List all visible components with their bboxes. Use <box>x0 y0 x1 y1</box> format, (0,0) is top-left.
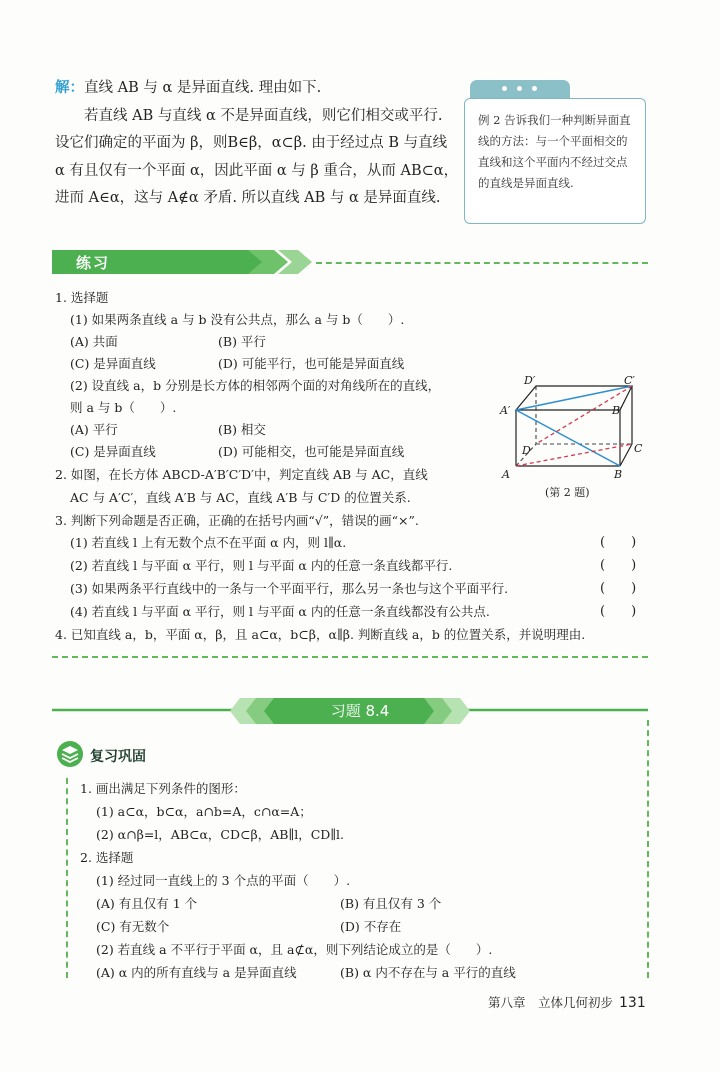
solution-line1: 直线 AB 与 α 是异面直线. 理由如下. <box>84 80 322 96</box>
exercise-q3-2: (2) 若直线 l 与平面 α 平行，则 l 与平面 α 内的任意一条直线都平行. <box>70 558 453 573</box>
exercise-section-title: 练习 <box>76 254 111 272</box>
label-C: C <box>634 442 643 455</box>
homework-q1-1: (1) a⊂α，b⊂α，a∩b=A，c∩α=A； <box>96 804 312 819</box>
exercise-q2-cont: AC 与 A′C′，直线 A′B 与 AC，直线 A′B 与 C′D 的位置关系. <box>70 490 411 505</box>
homework-q2: 2. 选择题 <box>80 850 134 865</box>
note-dot-icon <box>532 86 537 91</box>
label-D1: D′ <box>524 374 536 387</box>
homework-section-title: 习题 8.4 <box>330 702 390 720</box>
label-D: D <box>522 444 531 457</box>
note-dot-icon <box>502 86 507 91</box>
label-B: B <box>614 468 623 481</box>
note-dot-icon <box>517 86 522 91</box>
page-number: 131 <box>619 995 646 1011</box>
exercise-q1-2-d: (D) 可能相交，也可能是异面直线 <box>218 444 405 459</box>
solution-label: 解： <box>55 79 84 96</box>
answer-paren: ( ) <box>600 581 637 596</box>
exercise-q1-1-a: (A) 共面 <box>70 334 118 349</box>
homework-q2-1-d: (D) 不存在 <box>340 919 402 934</box>
exercise-q1-2-cont: 则 a 与 b（ ）. <box>70 400 177 415</box>
exercise-q3-3: (3) 如果两条平行直线中的一条与一个平面平行，那么另一条也与这个平面平行. <box>70 581 509 596</box>
exercise-q2: 2. 如图，在长方体 ABCD-A′B′C′D′中，判定直线 AB 与 AC，直线 <box>55 467 428 482</box>
homework-q2-2-b: (B) α 内不存在与 a 平行的直线 <box>340 965 516 980</box>
homework-q2-1-a: (A) 有且仅有 1 个 <box>96 896 198 911</box>
label-C1: C′ <box>624 374 635 387</box>
exercise-q1-2: (2) 设直线 a，b 分别是长方体的相邻两个面的对角线所在的直线， <box>70 378 441 393</box>
solution-paragraph: 若直线 AB 与直线 α 不是异面直线，则它们相交或平行. 设它们确定的平面为 β，则B∈β，α⊂β. 由于经过点 B 与直线 α 有且仅有一个平面 α，因此平面 α 与 β 重合，从而 AB⊂α，进而 A∈α，这与 A∉α 矛盾. 所以直线 AB 与 α 是异面直线. <box>55 107 459 206</box>
chapter-title: 第八章 立体几何初步 <box>488 995 614 1010</box>
exercise-q4: 4. 已知直线 a，b，平面 α，β，且 a⊂α，b⊂β，α∥β. 判断直线 a，b 的位置关系，并说明理由. <box>55 627 586 642</box>
exercise-q3-1: (1) 若直线 l 上有无数个点不在平面 α 内，则 l∥α. <box>70 535 347 550</box>
review-layers-icon <box>56 740 84 768</box>
diagonal-a1b <box>516 410 620 466</box>
note-tab <box>470 80 570 98</box>
review-section-title: 复习巩固 <box>90 749 146 765</box>
exercise-q1-1-c: (C) 是异面直线 <box>70 356 156 371</box>
label-A: A <box>502 468 510 481</box>
homework-q2-2: (2) 若直线 a 不平行于平面 α，且 a⊄α，则下列结论成立的是（ ）. <box>96 942 493 957</box>
solution-block <box>55 74 460 213</box>
label-A1: A′ <box>500 404 511 417</box>
answer-paren: ( ) <box>600 535 637 550</box>
exercise-q1-1-b: (B) 平行 <box>218 334 266 349</box>
exercise-q1-1: (1) 如果两条直线 a 与 b 没有公共点，那么 a 与 b（ ）. <box>70 312 405 327</box>
exercise-q1-2-c: (C) 是异面直线 <box>70 444 156 459</box>
figure-caption: (第 2 题) <box>545 486 590 499</box>
exercise-header-dashes <box>316 262 648 264</box>
answer-paren: ( ) <box>600 604 637 619</box>
homework-q2-1-c: (C) 有无数个 <box>96 919 170 934</box>
side-note-text: 例 2 告诉我们一种判断异面直线的方法：与一个平面相交的直线和这个平面内不经过交点的直线是异面直线. <box>478 113 631 190</box>
homework-q2-1-b: (B) 有且仅有 3 个 <box>340 896 442 911</box>
homework-q2-2-a: (A) α 内的所有直线与 a 是异面直线 <box>96 965 297 980</box>
exercise-q1-2-a: (A) 平行 <box>70 422 118 437</box>
homework-q1: 1. 画出满足下列条件的图形： <box>80 781 246 796</box>
homework-right-border <box>647 720 649 978</box>
exercise-q3: 3. 判断下列命题是否正确，正确的在括号内画“√”，错误的画“×”. <box>55 513 419 528</box>
homework-left-border <box>66 778 68 978</box>
exercise-end-dashes <box>52 656 648 658</box>
page-footer <box>488 993 646 1011</box>
answer-paren: ( ) <box>600 558 637 573</box>
cuboid-figure <box>496 374 646 482</box>
exercise-q3-4: (4) 若直线 l 与平面 α 平行，则 l 与平面 α 内的任意一条直线都没有公共点. <box>70 604 490 619</box>
homework-q2-1: (1) 经过同一直线上的 3 个点的平面（ ）. <box>96 873 351 888</box>
exercise-q1: 1. 选择题 <box>55 290 109 305</box>
label-B1: B′ <box>612 404 623 417</box>
exercise-q1-2-b: (B) 相交 <box>218 422 266 437</box>
exercise-q1-1-d: (D) 可能平行，也可能是异面直线 <box>218 356 405 371</box>
homework-q1-2: (2) α∩β=l，AB⊂α，CD⊂β，AB∥l，CD∥l. <box>96 827 345 842</box>
